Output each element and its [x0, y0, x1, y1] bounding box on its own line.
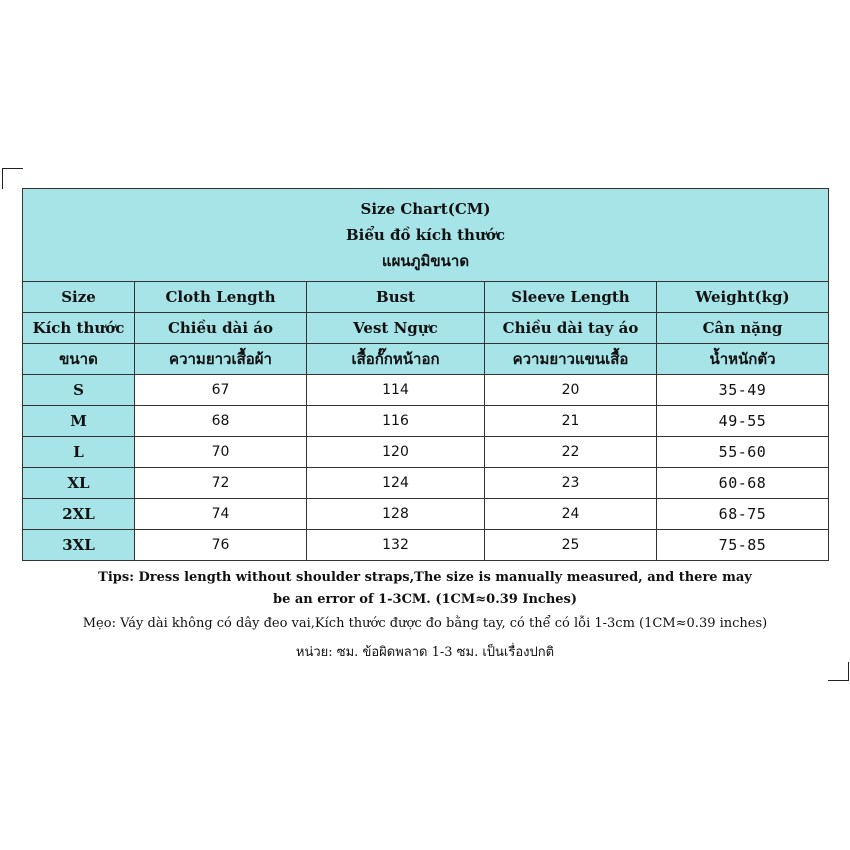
- weight-cell: 75-85: [657, 530, 829, 561]
- size-chart-table: [22, 188, 829, 561]
- header-cell: Weight(kg): [657, 282, 829, 313]
- header-cell: Cân nặng: [657, 313, 829, 344]
- cloth-length-cell: 70: [135, 437, 307, 468]
- bust-cell: 114: [307, 375, 485, 406]
- table-row: [23, 530, 829, 561]
- size-cell: 2XL: [23, 499, 135, 530]
- size-cell: 3XL: [23, 530, 135, 561]
- header-cell: Chiều dài tay áo: [485, 313, 657, 344]
- table-row: [23, 499, 829, 530]
- cloth-length-cell: 67: [135, 375, 307, 406]
- sleeve-length-cell: 21: [485, 406, 657, 437]
- table-row: [23, 468, 829, 499]
- tips-line-1: Tips: Dress length without shoulder straps,The size is manually measured, and there may: [98, 570, 752, 585]
- header-cell: เสื้อกั๊กหน้าอก: [307, 344, 485, 375]
- header-cell: Sleeve Length: [485, 282, 657, 313]
- header-cell: Bust: [307, 282, 485, 313]
- cloth-length-cell: 76: [135, 530, 307, 561]
- crop-mark-top-left: [2, 168, 23, 189]
- header-cell: Chiều dài áo: [135, 313, 307, 344]
- weight-cell: 60-68: [657, 468, 829, 499]
- header-row-vi: [23, 313, 829, 344]
- header-cell: Size: [23, 282, 135, 313]
- bust-cell: 124: [307, 468, 485, 499]
- sleeve-length-cell: 20: [485, 375, 657, 406]
- weight-cell: 35-49: [657, 375, 829, 406]
- header-cell: Vest Ngực: [307, 313, 485, 344]
- weight-cell: 68-75: [657, 499, 829, 530]
- header-row-th: [23, 344, 829, 375]
- tips-thai: หน่วย: ซม. ข้อผิดพลาด 1-3 ซม. เป็นเรื่องปกติ: [295, 645, 555, 660]
- tips-line-2: be an error of 1-3CM. (1CM≈0.39 Inches): [272, 592, 578, 607]
- crop-mark-bottom-right: [828, 662, 849, 681]
- tips-vietnamese: Mẹo: Váy dài không có dây đeo vai,Kích thước được đo bằng tay, có thể có lỗi 1-3cm (1CM≈0.39 inches): [82, 616, 768, 631]
- table-row: [23, 437, 829, 468]
- header-cell: ความยาวแขนเสื้อ: [485, 344, 657, 375]
- chart-title: [23, 189, 829, 282]
- title-en: Size Chart(CM): [360, 200, 491, 218]
- bust-cell: 128: [307, 499, 485, 530]
- cloth-length-cell: 68: [135, 406, 307, 437]
- title-th: แผนภูมิขนาด: [381, 252, 470, 270]
- header-cell: น้ำหนักตัว: [657, 344, 829, 375]
- size-cell: M: [23, 406, 135, 437]
- header-cell: Cloth Length: [135, 282, 307, 313]
- bust-cell: 120: [307, 437, 485, 468]
- table-row: [23, 375, 829, 406]
- header-row-en: [23, 282, 829, 313]
- bust-cell: 132: [307, 530, 485, 561]
- weight-cell: 49-55: [657, 406, 829, 437]
- size-cell: S: [23, 375, 135, 406]
- sleeve-length-cell: 24: [485, 499, 657, 530]
- title-vi: Biểu đồ kích thước: [346, 226, 505, 244]
- size-cell: XL: [23, 468, 135, 499]
- sleeve-length-cell: 25: [485, 530, 657, 561]
- cloth-length-cell: 74: [135, 499, 307, 530]
- bust-cell: 116: [307, 406, 485, 437]
- sleeve-length-cell: 23: [485, 468, 657, 499]
- weight-cell: 55-60: [657, 437, 829, 468]
- cloth-length-cell: 72: [135, 468, 307, 499]
- table-row: [23, 406, 829, 437]
- sleeve-length-cell: 22: [485, 437, 657, 468]
- header-cell: Kích thước: [23, 313, 135, 344]
- size-cell: L: [23, 437, 135, 468]
- header-cell: ขนาด: [23, 344, 135, 375]
- header-cell: ความยาวเสื้อผ้า: [135, 344, 307, 375]
